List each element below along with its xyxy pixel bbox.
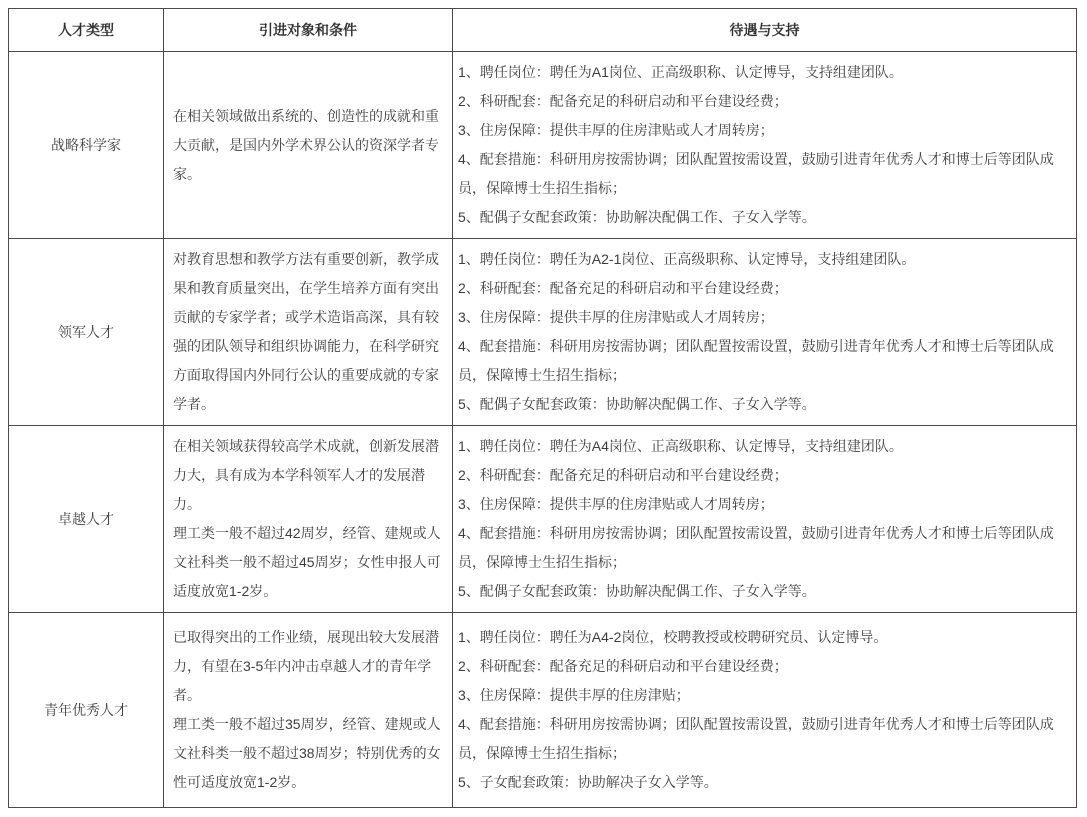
talent-type-cell: 领军人才 xyxy=(9,239,164,426)
table-row xyxy=(9,52,1077,239)
benefit-item: 1、聘任岗位：聘任为A4-2岗位，校聘教授或校聘研究员、认定博导。 xyxy=(458,629,888,645)
talent-type-cell: 战略科学家 xyxy=(9,52,164,239)
benefit-item: 2、科研配套：配备充足的科研启动和平台建设经费； xyxy=(458,658,788,674)
benefit-item: 1、聘任岗位：聘任为A4岗位、正高级职称、认定博导，支持组建团队。 xyxy=(458,438,903,454)
benefit-item: 5、配偶子女配套政策：协助解决配偶工作、子女入学等。 xyxy=(458,583,816,599)
condition-paragraph: 在相关领域做出系统的、创造性的成就和重大贡献，是国内外学术界公认的资深学者专家。 xyxy=(173,107,439,182)
benefit-item: 1、聘任岗位：聘任为A2-1岗位、正高级职称、认定博导，支持组建团队。 xyxy=(458,251,916,267)
conditions-cell xyxy=(164,426,453,613)
table-row xyxy=(9,239,1077,426)
benefit-item: 4、配套措施：科研用房按需协调；团队配置按需设置，鼓励引进青年优秀人才和博士后等团队成员，保障博士生招生指标； xyxy=(458,338,1054,383)
talent-type-cell: 卓越人才 xyxy=(9,426,164,613)
table-row xyxy=(9,613,1077,808)
talent-type-cell: 青年优秀人才 xyxy=(9,613,164,808)
benefit-item: 4、配套措施：科研用房按需协调；团队配置按需设置，鼓励引进青年优秀人才和博士后等团队成员，保障博士生招生指标； xyxy=(458,525,1054,570)
benefit-item: 3、住房保障：提供丰厚的住房津贴； xyxy=(458,687,690,703)
benefit-item: 5、子女配套政策：协助解决子女入学等。 xyxy=(458,774,718,790)
condition-paragraph: 理工类一般不超过35周岁，经管、建规或人文社科类一般不超过38周岁；特别优秀的女性可适度放宽1-2岁。 xyxy=(173,716,441,790)
conditions-cell xyxy=(164,52,453,239)
header-conditions: 引进对象和条件 xyxy=(164,9,453,52)
benefit-item: 5、配偶子女配套政策：协助解决配偶工作、子女入学等。 xyxy=(458,209,816,225)
condition-paragraph: 理工类一般不超过42周岁，经管、建规或人文社科类一般不超过45周岁；女性申报人可适度放宽1-2岁。 xyxy=(173,525,441,599)
conditions-cell xyxy=(164,613,453,808)
condition-paragraph: 对教育思想和教学方法有重要创新，教学成果和教育质量突出，在学生培养方面有突出贡献的专家学者；或学术造诣高深，具有较强的团队领导和组织协调能力，在科学研究方面取得国内外同行公认的重要成就的专家学者。 xyxy=(173,251,439,412)
benefit-item: 4、配套措施：科研用房按需协调；团队配置按需设置，鼓励引进青年优秀人才和博士后等团队成员，保障博士生招生指标； xyxy=(458,151,1054,196)
benefits-cell xyxy=(453,239,1077,426)
benefit-item: 4、配套措施：科研用房按需协调；团队配置按需设置，鼓励引进青年优秀人才和博士后等团队成员，保障博士生招生指标； xyxy=(458,716,1054,761)
header-talent-type: 人才类型 xyxy=(9,9,164,52)
benefit-item: 5、配偶子女配套政策：协助解决配偶工作、子女入学等。 xyxy=(458,396,816,412)
table-row xyxy=(9,426,1077,613)
benefit-item: 3、住房保障：提供丰厚的住房津贴或人才周转房； xyxy=(458,496,774,512)
header-benefits: 待遇与支持 xyxy=(453,9,1077,52)
benefit-item: 3、住房保障：提供丰厚的住房津贴或人才周转房； xyxy=(458,309,774,325)
benefit-item: 1、聘任岗位：聘任为A1岗位、正高级职称、认定博导，支持组建团队。 xyxy=(458,64,903,80)
benefits-cell xyxy=(453,613,1077,808)
benefits-cell xyxy=(453,52,1077,239)
benefit-item: 2、科研配套：配备充足的科研启动和平台建设经费； xyxy=(458,467,788,483)
condition-paragraph: 已取得突出的工作业绩，展现出较大发展潜力，有望在3-5年内冲击卓越人才的青年学者。 xyxy=(173,629,439,703)
conditions-cell xyxy=(164,239,453,426)
benefit-item: 2、科研配套：配备充足的科研启动和平台建设经费； xyxy=(458,280,788,296)
table-body xyxy=(9,52,1077,808)
benefits-cell xyxy=(453,426,1077,613)
benefit-item: 2、科研配套：配备充足的科研启动和平台建设经费； xyxy=(458,93,788,109)
benefit-item: 3、住房保障：提供丰厚的住房津贴或人才周转房； xyxy=(458,122,774,138)
talent-policy-table xyxy=(8,8,1077,808)
table-header-row xyxy=(9,9,1077,52)
condition-paragraph: 在相关领域获得较高学术成就，创新发展潜力大，具有成为本学科领军人才的发展潜力。 xyxy=(173,438,439,512)
